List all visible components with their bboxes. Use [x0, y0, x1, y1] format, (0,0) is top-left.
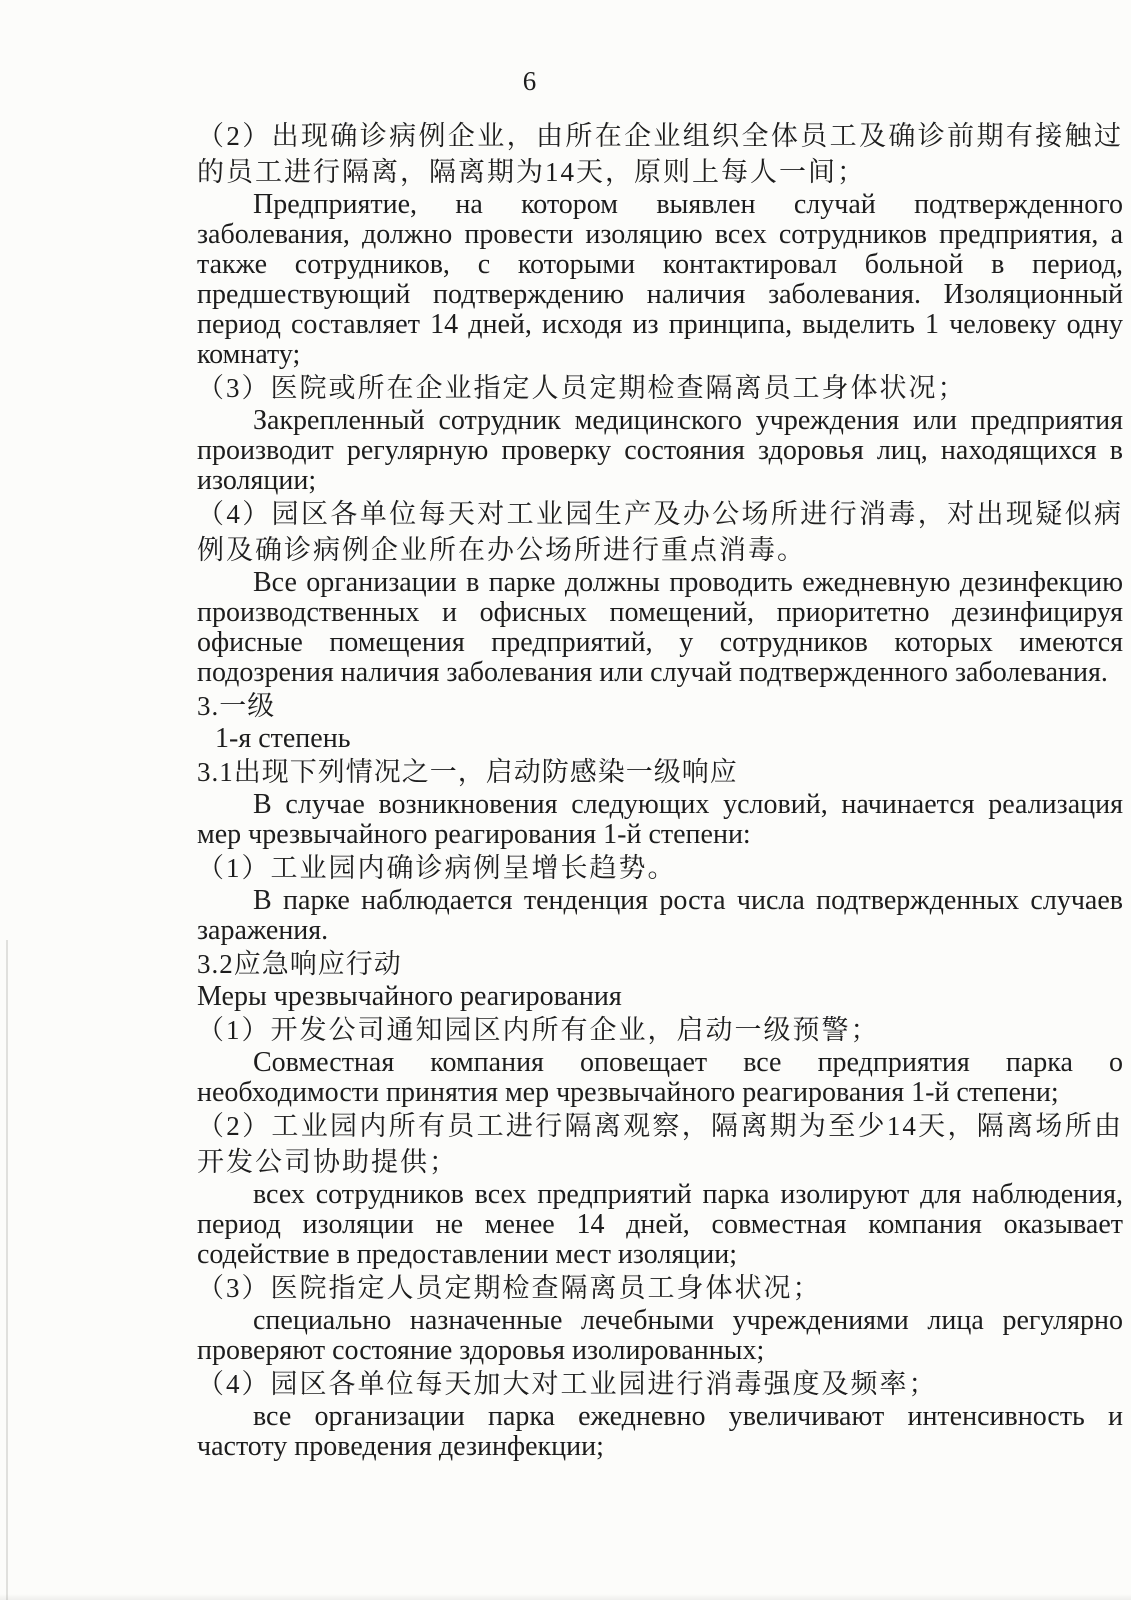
- scan-edge-artifact: [6, 940, 8, 1600]
- section-3-2-item-3-ru: специально назначенные лечебными учреждениями лица регулярно проверяют состояние здоровья изолированных;: [197, 1305, 1123, 1366]
- section-3-heading-ru: 1-я степень: [215, 723, 351, 754]
- item-2-ru-translation: Предприятие, на котором выявлен случай подтвержденного заболевания, должно провести изоляцию всех сотрудников предприятия, а также сотрудников, с которыми контактировал больной в период, предшествующий подтверждению наличия заболевания. Изоляционный период составляет 14 дней, исходя из принципа, выделить 1 человеку одну комнату;: [197, 189, 1123, 370]
- section-3-2-heading-zh: 3.2应急响应行动: [197, 949, 402, 979]
- section-3-heading-zh: 3.一级: [197, 691, 276, 721]
- section-3-1-item-1-ru: В парке наблюдается тенденция роста числа подтвержденных случаев заражения.: [197, 885, 1123, 946]
- section-3-2-item-3-zh: （3）医院指定人员定期检查隔离员工身体状况；: [197, 1273, 822, 1303]
- item-3-ru-translation: Закрепленный сотрудник медицинского учреждения или предприятия производит регулярную проверку состояния здоровья лиц, находящихся в изоляции;: [197, 405, 1123, 496]
- section-3-2-item-2-zh: （2）工业园内所有员工进行隔离观察，隔离期为至少14天，隔离场所由开发公司协助提供；: [197, 1111, 1123, 1177]
- section-3-1-intro-ru: В случае возникновения следующих условий, начинается реализация мер чрезвычайного реагирования 1-й степени:: [197, 789, 1123, 850]
- section-3-2-item-2-ru: всех сотрудников всех предприятий парка изолируют для наблюдения, период изоляции не менее 14 дней, совместная компания оказывает содействие в предоставлении мест изоляции;: [197, 1179, 1123, 1270]
- section-3-2-item-4-zh: （4）园区各单位每天加大对工业园进行消毒强度及频率；: [197, 1369, 938, 1399]
- section-3-1-heading-zh: 3.1出现下列情况之一，启动防感染一级响应: [197, 757, 738, 787]
- section-3-2-heading-ru: Меры чрезвычайного реагирования: [197, 981, 622, 1012]
- section-3-2-item-1-ru: Совместная компания оповещает все предприятия парка о необходимости принятия мер чрезвычайного реагирования 1-й степени;: [197, 1047, 1123, 1108]
- page-number: 6: [522, 66, 538, 96]
- item-3-zh: （3）医院或所在企业指定人员定期检查隔离员工身体状况；: [197, 373, 967, 403]
- section-3-2-item-4-ru: все организации парка ежедневно увеличивают интенсивность и частоту проведения дезинфекции;: [197, 1401, 1123, 1462]
- item-4-ru-translation: Все организации в парке должны проводить ежедневную дезинфекцию производственных и офисных помещений, приоритетно дезинфицируя офисные помещения предприятий, у сотрудников которых имеются подозрения наличия заболевания или случай подтвержденного заболевания.: [197, 567, 1123, 688]
- item-2-zh: （2）出现确诊病例企业，由所在企业组织全体员工及确诊前期有接触过的员工进行隔离，隔离期为14天，原则上每人一间；: [197, 121, 1123, 187]
- item-4-zh: （4）园区各单位每天对工业园生产及办公场所进行消毒，对出现疑似病例及确诊病例企业所在办公场所进行重点消毒。: [197, 499, 1123, 565]
- section-3-2-item-1-zh: （1）开发公司通知园区内所有企业，启动一级预警；: [197, 1015, 880, 1045]
- section-3-1-item-1-zh: （1）工业园内确诊病例呈增长趋势。: [197, 853, 677, 883]
- document-body: [197, 118, 1123, 1462]
- scan-shadow-artifact: [0, 1594, 1131, 1600]
